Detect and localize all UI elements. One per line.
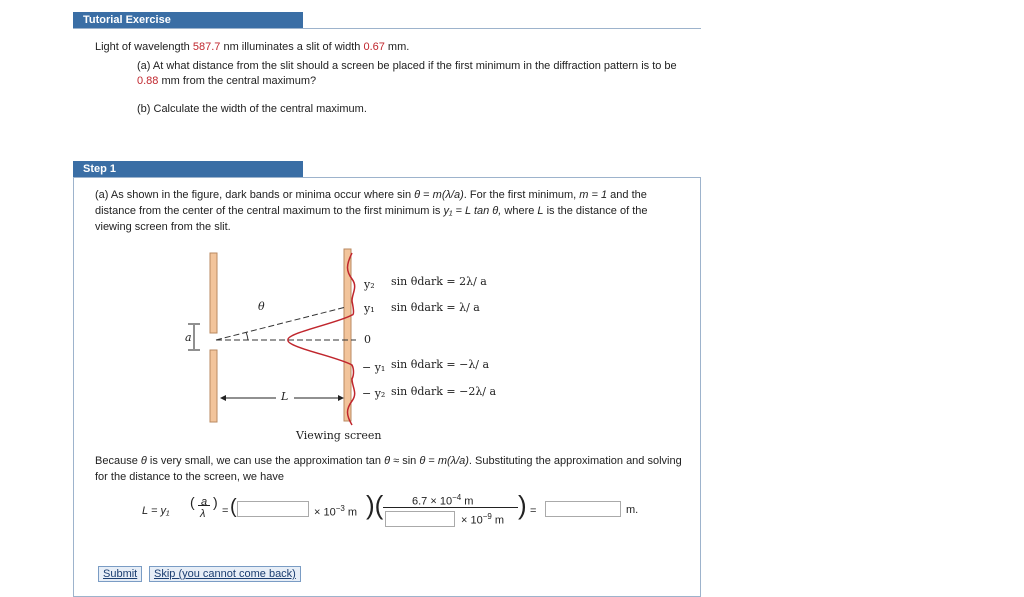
paren-close-open: )( <box>366 490 384 520</box>
L-arrowhead-right <box>338 395 344 401</box>
L-arrowhead-left <box>220 395 226 401</box>
submit-button[interactable]: Submit <box>98 566 142 582</box>
frac-num: a <box>201 496 208 508</box>
neg-y2-label: − y₂ <box>362 387 386 400</box>
paren-close-1: ) <box>213 494 218 510</box>
a-label: a <box>185 331 192 344</box>
wavelength-input[interactable] <box>385 511 455 527</box>
theta-label: θ <box>258 300 265 313</box>
paren-close-2: ) <box>518 490 527 520</box>
y1-input[interactable] <box>237 501 309 517</box>
skip-button[interactable]: Skip (you cannot come back) <box>149 566 301 582</box>
part-a-question: (a) At what distance from the slit should a screen be placed if the first minimum in the diffraction pattern is to be 0.88 mm from the central maximum? <box>137 60 677 87</box>
neg-y1-label: − y₁ <box>362 361 386 374</box>
paren-open-1: ( <box>190 494 195 510</box>
distance-value: 0.88 <box>137 75 159 87</box>
zero-label: 0 <box>364 333 371 346</box>
solution-equation <box>140 490 660 534</box>
frac-bar-2 <box>383 507 518 508</box>
approximation-text: Because θ is very small, we can use the approximation tan θ ≈ sin θ = m(λ/a). Substituting the approximation and solving for the distance to the screen, we have <box>95 455 682 483</box>
problem-statement <box>95 40 695 117</box>
step-explanation: (a) As shown in the figure, dark bands or minima occur where sin θ = m(λ/a). For the first minimum, m = 1 and the distance from the center of the central maximum to the first minimum is y₁ = L tan θ, where L is the distance of the viewing screen from the slit. <box>95 189 648 233</box>
L-label: L <box>281 390 289 403</box>
y2-label: y₂ <box>364 278 375 291</box>
paren-open-2: ( <box>230 496 237 518</box>
final-unit: m. <box>626 504 639 516</box>
figure-caption: Viewing screen <box>296 429 382 442</box>
wavelength-value: 587.7 <box>192 41 221 53</box>
problem-intro: Light of wavelength 587.7 nm illuminates a slit of width 0.67 mm. <box>95 41 410 53</box>
eq-sin-lambda: sin θdark = λ/ a <box>391 301 480 314</box>
equals-1: = <box>222 505 229 517</box>
eq-lhs: L = y₁ <box>142 505 170 517</box>
frac-numerator: $6.7 \times 10^{-4}$ m <box>412 493 474 508</box>
part-b-question: (b) Calculate the width of the central maximum. <box>137 103 367 115</box>
theta-arc <box>246 332 248 340</box>
frac-den: λ <box>200 508 206 520</box>
diffraction-figure <box>176 245 516 445</box>
slit-barrier-bottom <box>210 350 217 422</box>
tutorial-header: Tutorial Exercise <box>73 12 303 29</box>
eq-sin-2lambda: sin θdark = 2λ/ a <box>391 275 487 288</box>
den-times: × $10^{-9}$ m <box>461 512 505 527</box>
eq-sin-neg-lambda: sin θdark = −λ/ a <box>391 358 490 371</box>
y1-label: y₁ <box>364 302 375 315</box>
slit-barrier-top <box>210 253 217 333</box>
equals-2: = <box>530 505 537 517</box>
eq-sin-neg-2lambda: sin θdark = −2λ/ a <box>391 385 497 398</box>
step-header: Step 1 <box>73 161 303 178</box>
distance-input[interactable] <box>545 501 621 517</box>
times-mm: × $10^{-3}$ m <box>314 504 358 519</box>
frac-bar <box>198 505 210 506</box>
slit-width-value: 0.67 <box>363 41 385 53</box>
tutorial-header-rule <box>73 28 701 29</box>
